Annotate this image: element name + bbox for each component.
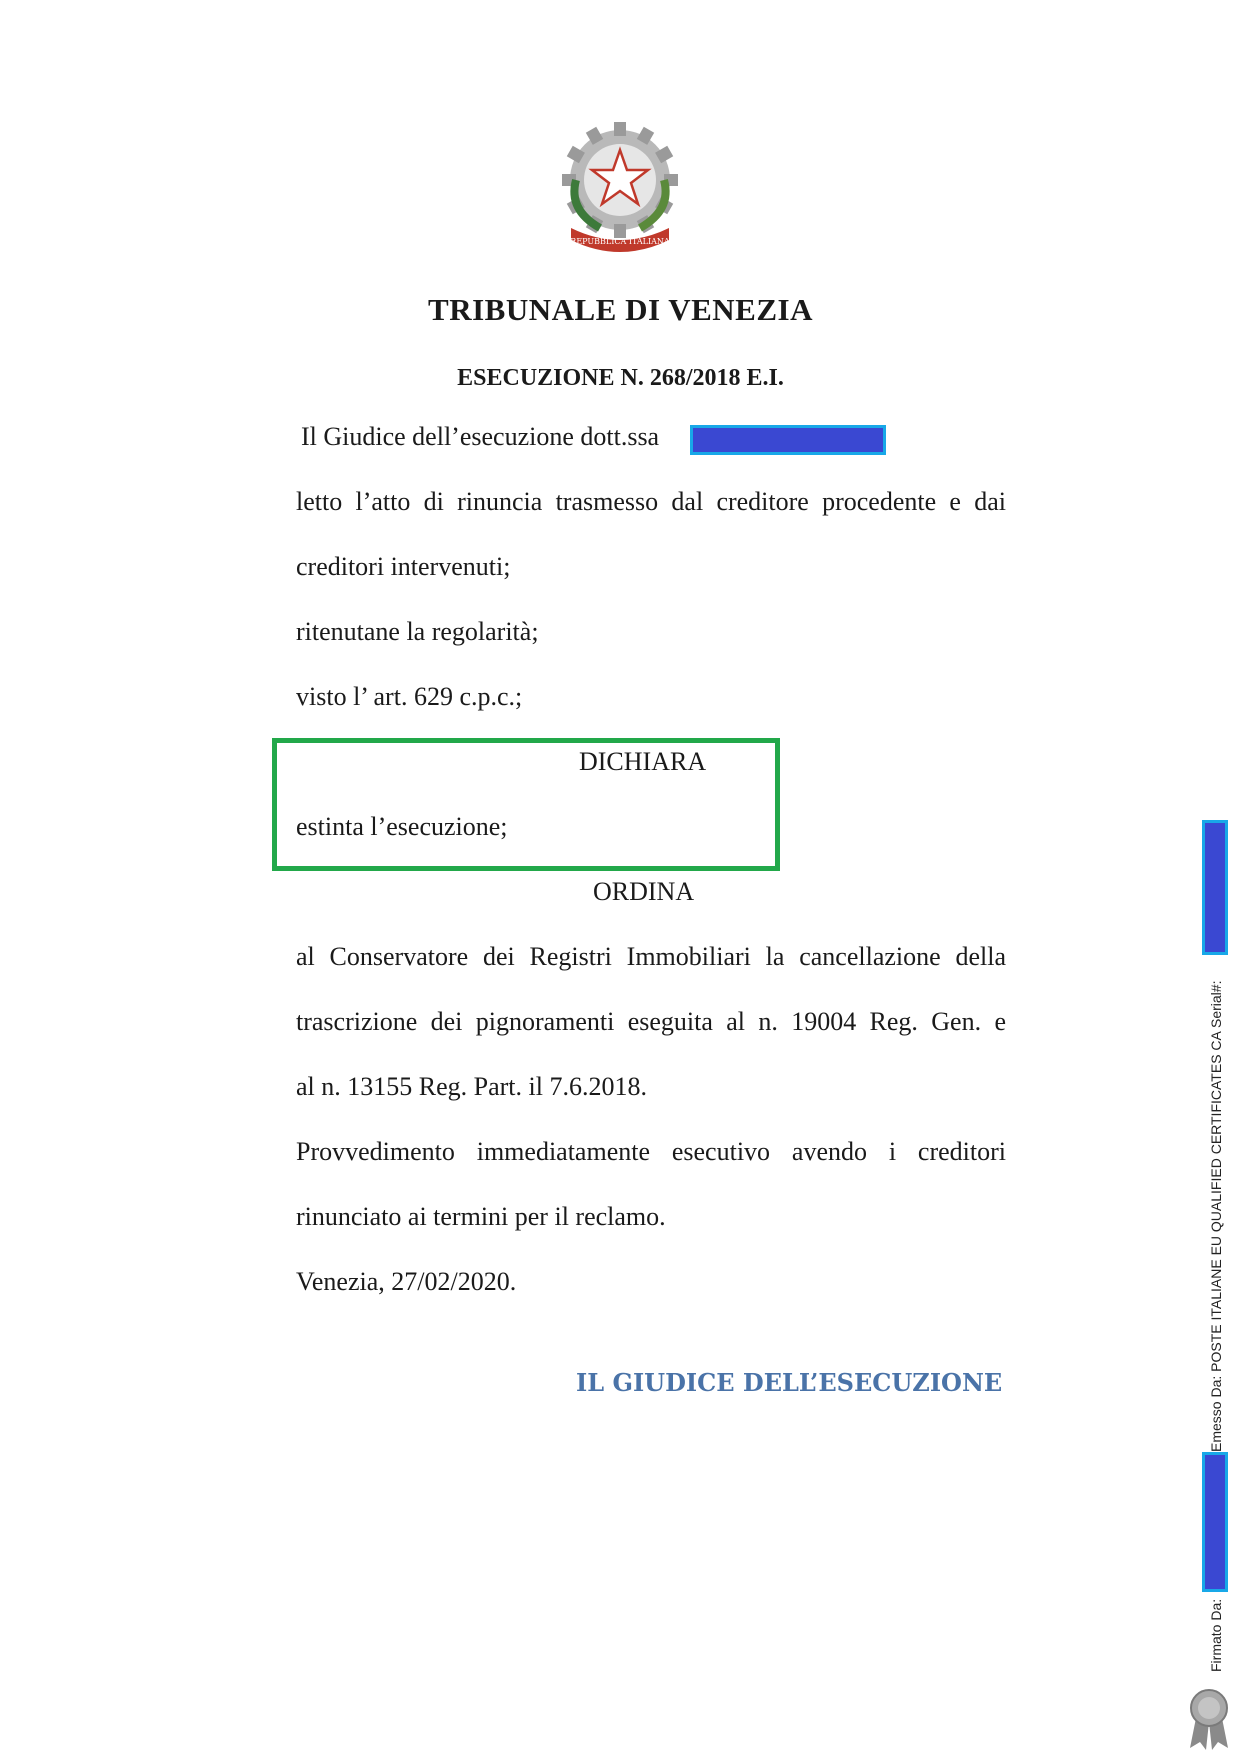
date-line: Venezia, 27/02/2020. (296, 1267, 517, 1296)
paragraph-line: letto l’atto di rinuncia trasmesso dal creditore procedente e dai (296, 487, 1006, 516)
svg-text:REPUBBLICA ITALIANA: REPUBBLICA ITALIANA (570, 237, 670, 246)
court-title: TRIBUNALE DI VENEZIA (428, 292, 813, 327)
judge-line: Il Giudice dell’esecuzione dott.ssa (301, 422, 660, 451)
redacted-serial (1202, 820, 1228, 955)
dichiara-heading: DICHIARA (579, 747, 707, 776)
redacted-signer (1202, 1452, 1228, 1592)
paragraph-line: trascrizione dei pignoramenti eseguita al n. 19004 Reg. Gen. e (296, 1007, 1006, 1036)
case-number: ESECUZIONE N. 268/2018 E.I. (457, 365, 784, 391)
paragraph-line: rinunciato ai termini per il reclamo. (296, 1202, 666, 1231)
ordina-heading: ORDINA (593, 877, 695, 906)
paragraph-line: creditori intervenuti; (296, 552, 511, 581)
certificate-seal-icon (1186, 1688, 1232, 1750)
issuer-text: Emesso Da: POSTE ITALIANE EU QUALIFIED CERTIFICATES CA Serial#: (1208, 980, 1224, 1452)
paragraph-line: Provvedimento immediatamente esecutivo avendo i creditori (296, 1137, 1006, 1166)
redacted-judge-name (690, 425, 886, 455)
paragraph-line: al Conservatore dei Registri Immobiliari la cancellazione della (296, 942, 1006, 971)
paragraph-line: estinta l’esecuzione; (296, 812, 508, 841)
paragraph-line: ritenutane la regolarità; (296, 617, 539, 646)
signature-title: IL GIUDICE DELL’ESECUZIONE (576, 1368, 1003, 1397)
italian-republic-emblem (557, 120, 683, 256)
signed-by-text: Firmato Da: (1208, 1598, 1224, 1672)
paragraph-line: al n. 13155 Reg. Part. il 7.6.2018. (296, 1072, 647, 1101)
paragraph-line: visto l’ art. 629 c.p.c.; (296, 682, 523, 711)
